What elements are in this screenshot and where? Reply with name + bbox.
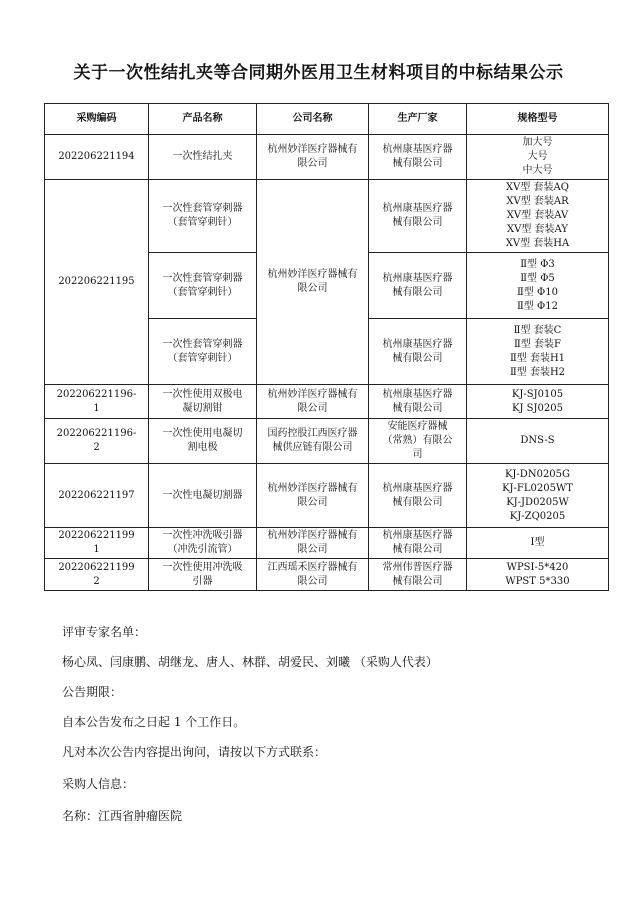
cell-specs (467, 135, 609, 180)
document-title: 关于一次性结扎夹等合同期外医用卫生材料项目的中标结果公示 (73, 63, 564, 83)
cell-company (257, 385, 369, 419)
cell-code (45, 464, 149, 528)
spec-line: Ⅰ型 (530, 537, 545, 548)
table-row (45, 385, 609, 419)
award-table (44, 103, 609, 591)
table-row (45, 419, 609, 464)
cell-code-text: 202206221194 (58, 151, 135, 162)
cell-product-text: 一次性使用冲洗吸引器 (162, 561, 243, 587)
cell-manufacturer-text: 杭州康基医疗器械有限公司 (382, 388, 453, 414)
cell-specs (467, 319, 609, 385)
cell-manufacturer (369, 559, 467, 591)
cell-code (45, 419, 149, 464)
cell-manufacturer-text: 杭州康基医疗器械有限公司 (382, 203, 453, 228)
cell-company-text: 杭州妙洋医疗器械有限公司 (267, 530, 358, 555)
header-product: 产品名称 (149, 104, 257, 135)
cell-code-text: 202206221197 (58, 489, 135, 501)
cell-code (45, 135, 149, 180)
table-header-row (45, 104, 609, 135)
cell-company (257, 180, 369, 385)
period-text: 自本公告发布之日起 1 个工作日。 (62, 715, 246, 729)
cell-company-text: 杭州妙洋医疗器械有限公司 (267, 482, 358, 508)
table-row (45, 135, 609, 180)
cell-manufacturer (369, 135, 467, 180)
cell-specs (467, 528, 609, 559)
spec-line: XV型 套装AR (506, 196, 569, 207)
cell-company-text: 国药控股江西医疗器械供应链有限公司 (267, 428, 358, 453)
spec-line: KJ-DN0205G (504, 468, 571, 480)
cell-product (149, 253, 257, 319)
spec-line: XV型 套装AQ (506, 182, 569, 193)
spec-line: KJ-ZQ0205 (509, 510, 566, 522)
spec-line: 中大号 (522, 165, 553, 176)
cell-product (149, 559, 257, 591)
cell-company-text: 杭州妙洋医疗器械有限公司 (267, 269, 358, 294)
cell-manufacturer-text: 杭州康基医疗器械有限公司 (382, 482, 453, 508)
cell-code (45, 180, 149, 385)
cell-manufacturer (369, 253, 467, 319)
cell-company (257, 528, 369, 559)
cell-code (45, 559, 149, 591)
cell-code-text: 202206221195 (58, 276, 135, 287)
cell-specs (467, 385, 609, 419)
spec-line: Ⅱ型 套装C (513, 324, 562, 336)
spec-line: XV型 套装HA (505, 238, 570, 249)
table-body (45, 135, 609, 591)
table-row (45, 559, 609, 591)
cell-product-text: 一次性套管穿刺器（套管穿刺针） (162, 203, 243, 228)
cell-manufacturer-text: 杭州康基医疗器械有限公司 (382, 144, 453, 169)
header-manufacturer: 生产厂家 (369, 104, 467, 135)
cell-company (257, 559, 369, 591)
period-label: 公告期限： (62, 685, 123, 699)
spec-line: 加大号 (522, 137, 553, 148)
cell-company (257, 135, 369, 180)
contact-text: 凡对本次公告内容提出询问，请按以下方式联系： (62, 745, 327, 759)
spec-line: WPST 5*330 (505, 575, 570, 587)
buyer-name: 名称：江西省肿瘤医院 (62, 809, 183, 823)
cell-product-text: 一次性冲洗吸引器（冲洗引流管） (162, 530, 243, 555)
cell-product-text: 一次性电凝切割器 (162, 489, 243, 501)
cell-specs (467, 464, 609, 528)
spec-line: KJ-JD0205W (506, 496, 569, 508)
spec-line: Ⅱ型 套装H1 (509, 352, 566, 364)
cell-manufacturer-text: 杭州康基医疗器械有限公司 (382, 530, 453, 555)
cell-code-text: 202206221196-1 (56, 388, 137, 414)
cell-company-text: 杭州妙洋医疗器械有限公司 (267, 144, 358, 169)
experts-label: 评审专家名单： (62, 625, 147, 639)
cell-product (149, 528, 257, 559)
table-row (45, 180, 609, 253)
cell-product (149, 419, 257, 464)
cell-product (149, 180, 257, 253)
buyer-label: 采购人信息： (62, 777, 135, 791)
cell-product-text: 一次性套管穿刺器（套管穿刺针） (162, 272, 243, 298)
table-row (45, 528, 609, 559)
cell-manufacturer (369, 419, 467, 464)
spec-line: Ⅱ型 Φ3 (520, 258, 555, 270)
cell-code-text: 202206221199 1 (58, 530, 135, 555)
spec-line: DNS-S (520, 435, 555, 446)
cell-company-text: 江西瑶禾医疗器械有限公司 (267, 561, 358, 587)
cell-specs (467, 253, 609, 319)
cell-company (257, 419, 369, 464)
table-row (45, 464, 609, 528)
cell-manufacturer (369, 528, 467, 559)
cell-manufacturer (369, 180, 467, 253)
cell-product (149, 319, 257, 385)
cell-manufacturer-text: 常州伟普医疗器械有限公司 (382, 561, 453, 587)
cell-product-text: 一次性套管穿刺器（套管穿刺针） (162, 338, 243, 364)
cell-product-text: 一次性结扎夹 (172, 151, 233, 162)
spec-line: KJ-FL0205WT (502, 482, 573, 494)
cell-code (45, 385, 149, 419)
cell-specs (467, 180, 609, 253)
header-company: 公司名称 (257, 104, 369, 135)
spec-line: XV型 套装AV (506, 210, 569, 221)
cell-product (149, 464, 257, 528)
cell-manufacturer (369, 464, 467, 528)
spec-line: Ⅱ型 套装F (514, 338, 561, 350)
cell-company (257, 464, 369, 528)
spec-line: WPSI-5*420 (506, 561, 569, 573)
cell-manufacturer (369, 385, 467, 419)
header-code: 采购编码 (45, 104, 149, 135)
spec-line: Ⅱ型 Φ5 (520, 272, 555, 284)
spec-line: XV型 套装AY (507, 224, 568, 235)
spec-line: Ⅱ型 套装H2 (509, 366, 566, 378)
cell-code-text: 202206221199 2 (58, 561, 135, 587)
cell-manufacturer-text: 杭州康基医疗器械有限公司 (382, 272, 453, 298)
spec-line: 大号 (527, 151, 548, 162)
spec-line: Ⅱ型 Φ10 (517, 286, 558, 298)
cell-manufacturer (369, 319, 467, 385)
experts-list: 杨心凤、闫康鹏、胡继龙、唐人、林群、胡爱民、刘曦 （采购人代表） (62, 655, 438, 669)
cell-product (149, 385, 257, 419)
spec-line: KJ-SJ0105 (511, 388, 564, 400)
cell-company-text: 杭州妙洋医疗器械有限公司 (267, 388, 358, 414)
cell-product (149, 135, 257, 180)
cell-manufacturer-text: 杭州康基医疗器械有限公司 (382, 338, 453, 364)
cell-manufacturer-text: 安能医疗器械（常熟）有限公司 (382, 421, 453, 460)
cell-specs (467, 559, 609, 591)
cell-specs (467, 419, 609, 464)
cell-product-text: 一次性使用双极电凝切割钳 (162, 388, 243, 414)
cell-code (45, 528, 149, 559)
header-specs: 规格型号 (467, 104, 609, 135)
spec-line: Ⅱ型 Φ12 (517, 300, 558, 312)
cell-code-text: 202206221196-2 (56, 428, 137, 453)
spec-line: KJ SJ0205 (512, 402, 563, 414)
cell-product-text: 一次性使用电凝切割电极 (162, 428, 243, 453)
